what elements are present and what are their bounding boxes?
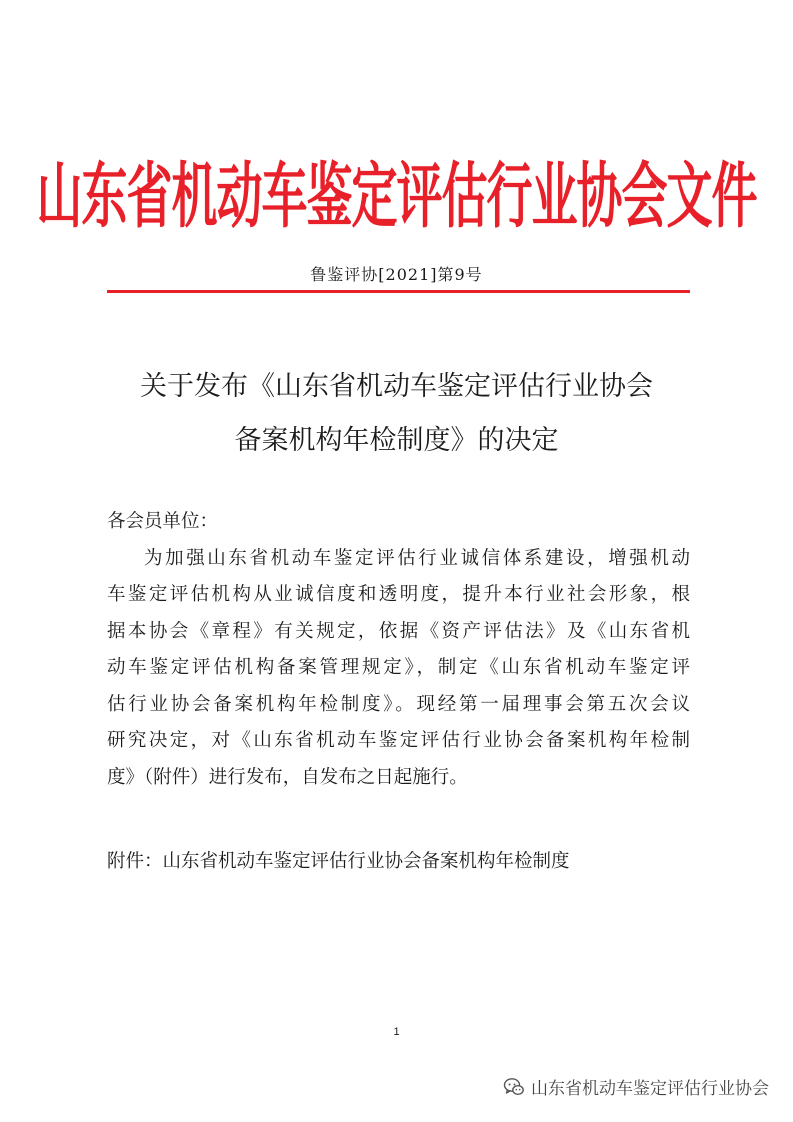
masthead-title: 山东省机动车鉴定评估行业协会文件 bbox=[36, 153, 757, 238]
paragraph-line: 估行业协会备案机构年检制度》。现经第一届理事会第五次会议 bbox=[107, 693, 690, 715]
paragraph-line: 研究决定，对《山东省机动车鉴定评估行业协会备案机构年检制 bbox=[107, 730, 690, 751]
title-line: 关于发布《山东省机动车鉴定评估行业协会 bbox=[140, 371, 653, 402]
red-divider bbox=[107, 290, 690, 293]
paragraph-line: 动车鉴定评估机构备案管理规定》，制定《山东省机动车鉴定评 bbox=[107, 657, 690, 678]
page-number: 1 bbox=[393, 1026, 400, 1038]
paragraph-line: 度》（附件）进行发布，自发布之日起施行。 bbox=[107, 766, 468, 788]
attachment-note: 附件：山东省机动车鉴定评估行业协会备案机构年检制度 bbox=[107, 851, 570, 872]
watermark-text: 山东省机动车鉴定评估行业协会 bbox=[531, 1079, 769, 1099]
paragraph-line: 车鉴定评估机构从业诚信度和透明度，提升本行业社会形象，根 bbox=[107, 584, 690, 605]
wechat-icon bbox=[503, 1076, 525, 1098]
document-title bbox=[60, 360, 733, 468]
paragraph-line: 为加强山东省机动车鉴定评估行业诚信体系建设，增强机动 bbox=[144, 547, 690, 569]
paragraph-line: 据本协会《章程》有关规定，依据《资产评估法》及《山东省机 bbox=[107, 620, 690, 642]
salutation: 各会员单位： bbox=[107, 511, 219, 532]
title-line: 备案机构年检制度》的决定 bbox=[234, 425, 559, 456]
wechat-watermark bbox=[503, 1074, 769, 1099]
document-number: 鲁鉴评协[2021]第9号 bbox=[310, 265, 483, 284]
document-body bbox=[107, 504, 690, 796]
